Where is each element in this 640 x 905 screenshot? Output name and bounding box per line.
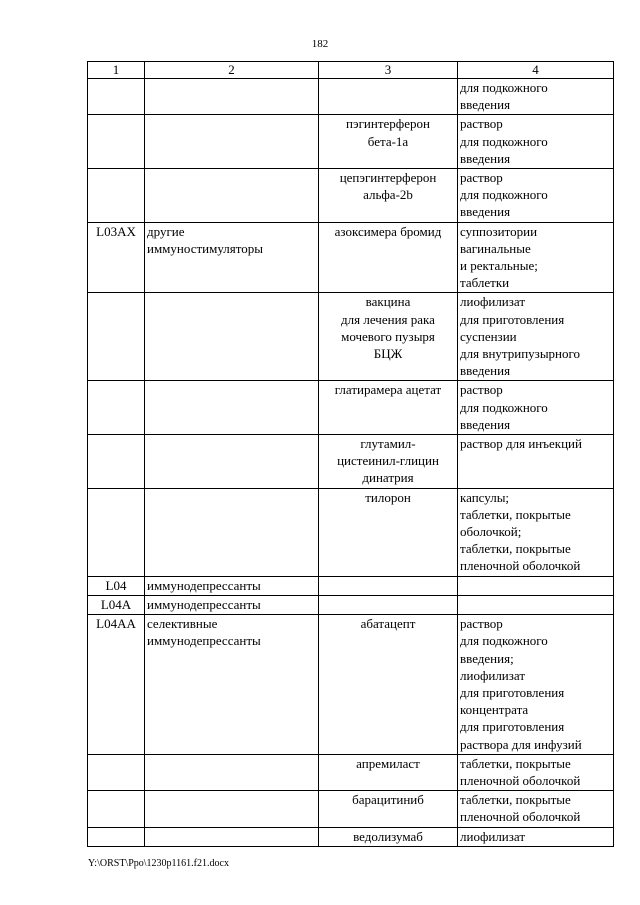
dosage-form-cell: таблетки, покрытые пленочной оболочкой <box>458 754 614 790</box>
group-name-cell <box>145 381 319 435</box>
group-name-cell <box>145 488 319 576</box>
dosage-form-cell: капсулы; таблетки, покрытые оболочкой; таблетки, покрытые пленочной оболочкой <box>458 488 614 576</box>
table-row <box>88 488 614 576</box>
group-name-cell <box>145 293 319 381</box>
dosage-form-cell <box>458 595 614 614</box>
drug-name-cell: глатирамера ацетат <box>319 381 458 435</box>
dosage-form-cell: раствор для подкожного введения <box>458 169 614 223</box>
header-cell-2: 2 <box>145 62 319 79</box>
drug-table <box>87 61 614 847</box>
dosage-form-cell: раствор для подкожного введения <box>458 115 614 169</box>
group-name-cell: иммунодепрессанты <box>145 595 319 614</box>
group-name-cell <box>145 169 319 223</box>
drug-name-cell <box>319 576 458 595</box>
dosage-form-cell: лиофилизат для приготовления суспензии для внутрипузырного введения <box>458 293 614 381</box>
group-name-cell <box>145 827 319 846</box>
drug-name-cell <box>319 595 458 614</box>
dosage-form-cell: раствор для инъекций <box>458 435 614 489</box>
group-name-cell: другие иммуностимуляторы <box>145 222 319 293</box>
drug-name-cell: вакцина для лечения рака мочевого пузыря БЦЖ <box>319 293 458 381</box>
table-body <box>88 62 614 847</box>
table-row <box>88 381 614 435</box>
table-row <box>88 615 614 755</box>
atc-code-cell <box>88 827 145 846</box>
page-number: 182 <box>311 38 329 50</box>
group-name-cell: селективные иммунодепрессанты <box>145 615 319 755</box>
table-row <box>88 435 614 489</box>
drug-name-cell <box>319 79 458 115</box>
dosage-form-cell <box>458 576 614 595</box>
drug-name-cell: азоксимера бромид <box>319 222 458 293</box>
atc-code-cell <box>88 115 145 169</box>
atc-code-cell <box>88 488 145 576</box>
table-row <box>88 791 614 827</box>
drug-name-cell: глутамил- цистеинил-глицин динатрия <box>319 435 458 489</box>
header-cell-1: 1 <box>88 62 145 79</box>
table-row <box>88 115 614 169</box>
atc-code-cell <box>88 381 145 435</box>
drug-name-cell: барацитиниб <box>319 791 458 827</box>
atc-code-cell: L03AX <box>88 222 145 293</box>
table-row <box>88 754 614 790</box>
table-row <box>88 293 614 381</box>
group-name-cell <box>145 435 319 489</box>
atc-code-cell <box>88 169 145 223</box>
group-name-cell <box>145 79 319 115</box>
drug-name-cell: тилорон <box>319 488 458 576</box>
table-header-row <box>88 62 614 79</box>
atc-code-cell <box>88 754 145 790</box>
atc-code-cell: L04AA <box>88 615 145 755</box>
atc-code-cell: L04A <box>88 595 145 614</box>
dosage-form-cell: лиофилизат <box>458 827 614 846</box>
header-cell-3: 3 <box>319 62 458 79</box>
dosage-form-cell: для подкожного введения <box>458 79 614 115</box>
table-row <box>88 576 614 595</box>
table-row <box>88 169 614 223</box>
dosage-form-cell: раствор для подкожного введения <box>458 381 614 435</box>
atc-code-cell <box>88 79 145 115</box>
drug-name-cell: цепэгинтерферон альфа-2b <box>319 169 458 223</box>
atc-code-cell: L04 <box>88 576 145 595</box>
dosage-form-cell: таблетки, покрытые пленочной оболочкой <box>458 791 614 827</box>
table-row <box>88 79 614 115</box>
dosage-form-cell: раствор для подкожного введения; лиофилизат для приготовления концентрата для приготовления раствора для инфузий <box>458 615 614 755</box>
header-cell-4: 4 <box>458 62 614 79</box>
atc-code-cell <box>88 435 145 489</box>
drug-name-cell: пэгинтерферон бета-1a <box>319 115 458 169</box>
drug-name-cell: абатацепт <box>319 615 458 755</box>
drug-name-cell: ведолизумаб <box>319 827 458 846</box>
file-path: Y:\ORST\Ppo\1230p1161.f21.docx <box>88 858 229 869</box>
group-name-cell <box>145 115 319 169</box>
table-row <box>88 222 614 293</box>
table-row <box>88 595 614 614</box>
atc-code-cell <box>88 791 145 827</box>
dosage-form-cell: суппозитории вагинальные и ректальные; таблетки <box>458 222 614 293</box>
atc-code-cell <box>88 293 145 381</box>
drug-name-cell: апремиласт <box>319 754 458 790</box>
group-name-cell <box>145 754 319 790</box>
group-name-cell: иммунодепрессанты <box>145 576 319 595</box>
group-name-cell <box>145 791 319 827</box>
table-row <box>88 827 614 846</box>
